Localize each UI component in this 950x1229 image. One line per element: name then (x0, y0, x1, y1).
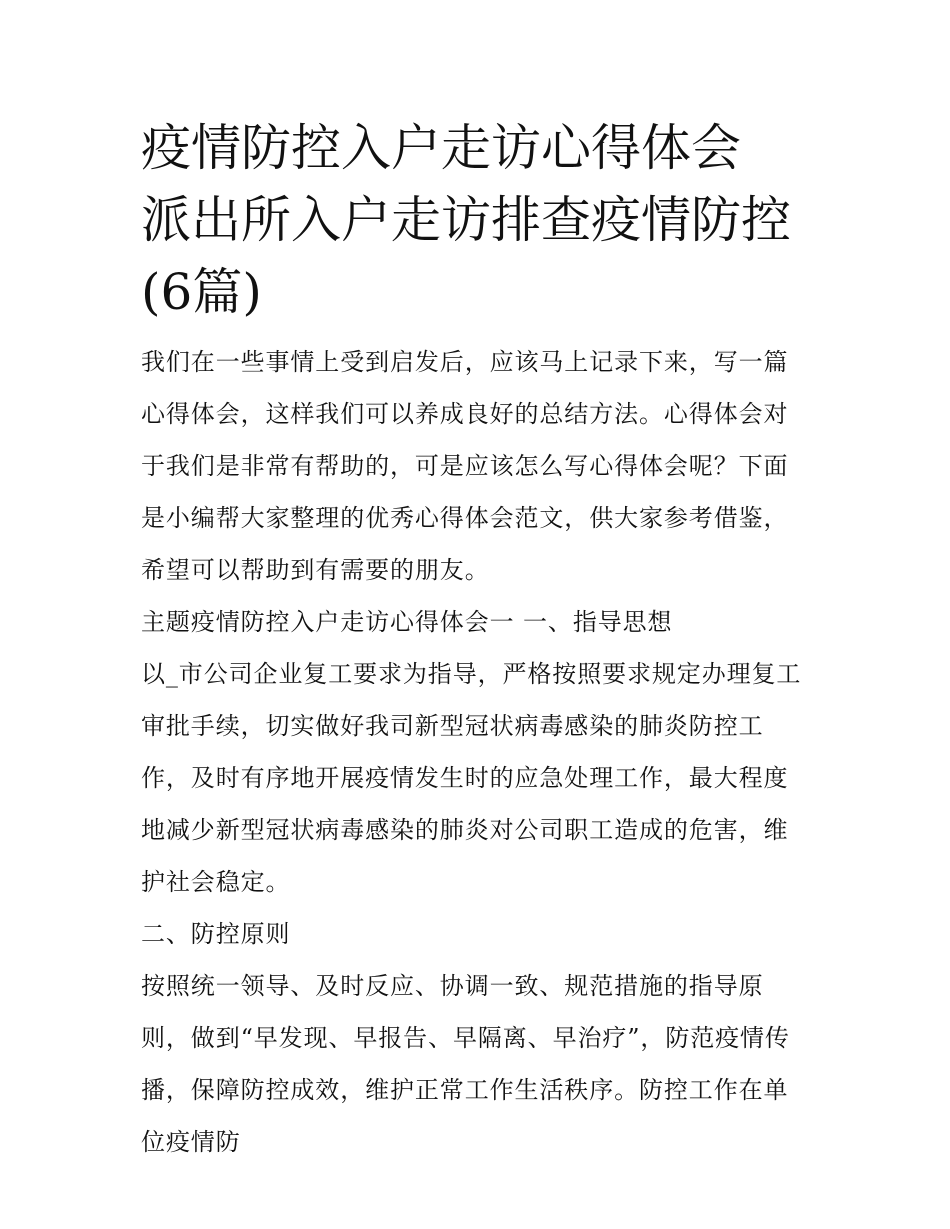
section-2-paragraph: 按照统一领导、及时反应、协调一致、规范措施的指导原则，做到“早发现、早报告、早隔离、早治疗”，防范疫情传播，保障防控成效，维护正常工作生活秩序。防控工作在单位疫情防 (141, 972, 790, 1156)
intro-paragraph: 我们在一些事情上受到启发后，应该马上记录下来，写一篇心得体会，这样我们可以养成良好的总结方法。心得体会对于我们是非常有帮助的，可是应该怎么写心得体会呢？下面是小编帮大家整理的优秀心得体会范文，供大家参考借鉴，希望可以帮助到有需要的朋友。 (141, 348, 789, 584)
section-1-heading: 主题疫情防控入户走访心得体会一 一、指导思想 (141, 608, 673, 636)
document-title: 疫情防控入户走访心得体会 派出所入户走访排查疫情防控(6篇) (141, 119, 791, 321)
section-2-heading: 二、防控原则 (141, 920, 291, 948)
document-content (141, 112, 831, 1168)
section-1-paragraph: 以_市公司企业复工要求为指导，严格按照要求规定办理复工审批手续，切实做好我司新型冠状病毒感染的肺炎防控工作，及时有序地开展疫情发生时的应急处理工作，最大程度地减少新型冠状病毒感染的肺炎对公司职工造成的危害，维护社会稳定。 (141, 660, 802, 896)
